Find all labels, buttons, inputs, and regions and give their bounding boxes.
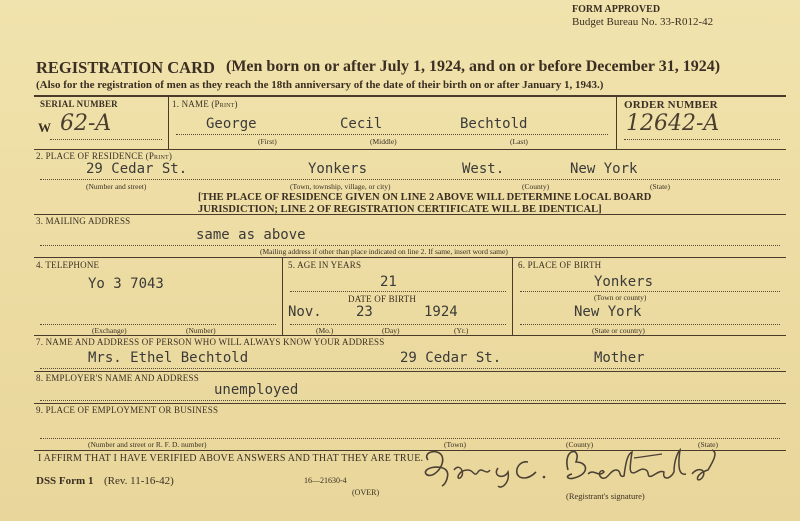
employment-street-caption: (Number and street or R. F. D. number)	[88, 440, 207, 449]
residence-town-caption: (Town, township, village, or city)	[290, 182, 391, 191]
residence-notice-line1: [THE PLACE OF RESIDENCE GIVEN ON LINE 2 ABOVE WILL DETERMINE LOCAL BOARD	[198, 192, 652, 203]
serial-number-value: 62-A	[60, 111, 112, 136]
order-number-label: ORDER NUMBER	[624, 99, 718, 111]
signature-caption: (Registrant's signature)	[566, 491, 645, 501]
birthplace-label: 6. PLACE OF BIRTH	[518, 260, 602, 270]
form-number: DSS Form 1	[36, 475, 94, 487]
birthplace-town-caption: (Town or county)	[594, 293, 647, 302]
employment-label: 9. PLACE OF EMPLOYMENT OR BUSINESS	[36, 405, 219, 415]
card-title: REGISTRATION CARD	[36, 58, 215, 77]
residence-label: 2. PLACE OF RESIDENCE (Print)	[36, 151, 173, 161]
birth-day-value: 23	[356, 304, 373, 320]
form-approved-text: FORM APPROVED	[572, 4, 661, 15]
employment-county-caption: (County)	[566, 440, 594, 449]
first-name-caption: (First)	[258, 137, 277, 146]
form-code: 16—21630-4	[304, 476, 347, 485]
residence-state-caption: (State)	[650, 182, 670, 191]
contact-name-value: Mrs. Ethel Bechtold	[88, 350, 249, 366]
middle-name-value: Cecil	[340, 116, 383, 132]
contact-address-value: 29 Cedar St.	[400, 350, 502, 366]
residence-town-value: Yonkers	[308, 161, 368, 177]
serial-number-label: SERIAL NUMBER	[40, 99, 118, 109]
residence-state-value: New York	[570, 161, 638, 177]
card-subtitle: (Also for the registration of men as they reach the 18th anniversary of the date of their birth on or after January 1, 1943.)	[36, 79, 604, 91]
telephone-label: 4. TELEPHONE	[36, 260, 100, 270]
affirmation-text: I AFFIRM THAT I HAVE VERIFIED ABOVE ANSWERS AND THAT THEY ARE TRUE.	[38, 453, 424, 464]
employer-value: unemployed	[214, 382, 299, 398]
date-of-birth-label: DATE OF BIRTH	[348, 294, 417, 304]
last-name-value: Bechtold	[460, 116, 528, 132]
residence-county-caption: (County)	[522, 182, 550, 191]
birth-day-caption: (Day)	[382, 326, 400, 335]
card-title-range: (Men born on or after July 1, 1924, and on or before December 31, 1924)	[226, 58, 721, 75]
birth-month-caption: (Mo.)	[316, 326, 334, 335]
first-name-value: George	[206, 116, 257, 132]
registrant-signature	[412, 440, 732, 492]
over-note: (OVER)	[352, 488, 380, 497]
mailing-address-label: 3. MAILING ADDRESS	[36, 216, 131, 226]
residence-street-value: 29 Cedar St.	[86, 161, 188, 177]
budget-bureau-text: Budget Bureau No. 33-R012-42	[572, 16, 714, 28]
form-revision: (Rev. 11-16-42)	[104, 475, 174, 487]
employer-label: 8. EMPLOYER'S NAME AND ADDRESS	[36, 373, 199, 383]
residence-county-value: West.	[462, 161, 505, 177]
birth-month-value: Nov.	[288, 304, 322, 320]
last-name-caption: (Last)	[510, 137, 528, 146]
residence-street-caption: (Number and street)	[86, 182, 147, 191]
contact-label: 7. NAME AND ADDRESS OF PERSON WHO WILL ALWAYS KNOW YOUR ADDRESS	[36, 337, 385, 347]
age-label: 5. AGE IN YEARS	[288, 260, 362, 270]
birthplace-state-caption: (State or country)	[592, 326, 645, 335]
employment-state-caption: (State)	[698, 440, 718, 449]
middle-name-caption: (Middle)	[370, 137, 397, 146]
birthplace-town-value: Yonkers	[594, 274, 654, 290]
telephone-number-caption: (Number)	[186, 326, 216, 335]
serial-prefix: W	[38, 120, 51, 135]
mailing-address-value: same as above	[196, 227, 306, 243]
age-value: 21	[380, 274, 397, 290]
birthplace-state-value: New York	[574, 304, 642, 320]
name-label: 1. NAME (Print)	[172, 99, 238, 109]
birth-year-value: 1924	[424, 304, 458, 320]
order-number-value: 12642-A	[626, 111, 720, 136]
residence-notice-line2: JURISDICTION; LINE 2 OF REGISTRATION CERTIFICATE WILL BE IDENTICAL]	[198, 204, 602, 215]
contact-relation-value: Mother	[594, 350, 645, 366]
telephone-exchange-caption: (Exchange)	[92, 326, 127, 335]
employment-town-caption: (Town)	[444, 440, 466, 449]
mailing-address-note: (Mailing address if other than place indicated on line 2. If same, insert word same)	[260, 247, 508, 256]
telephone-value: Yo 3 7043	[88, 276, 164, 292]
birth-year-caption: (Yr.)	[454, 326, 469, 335]
